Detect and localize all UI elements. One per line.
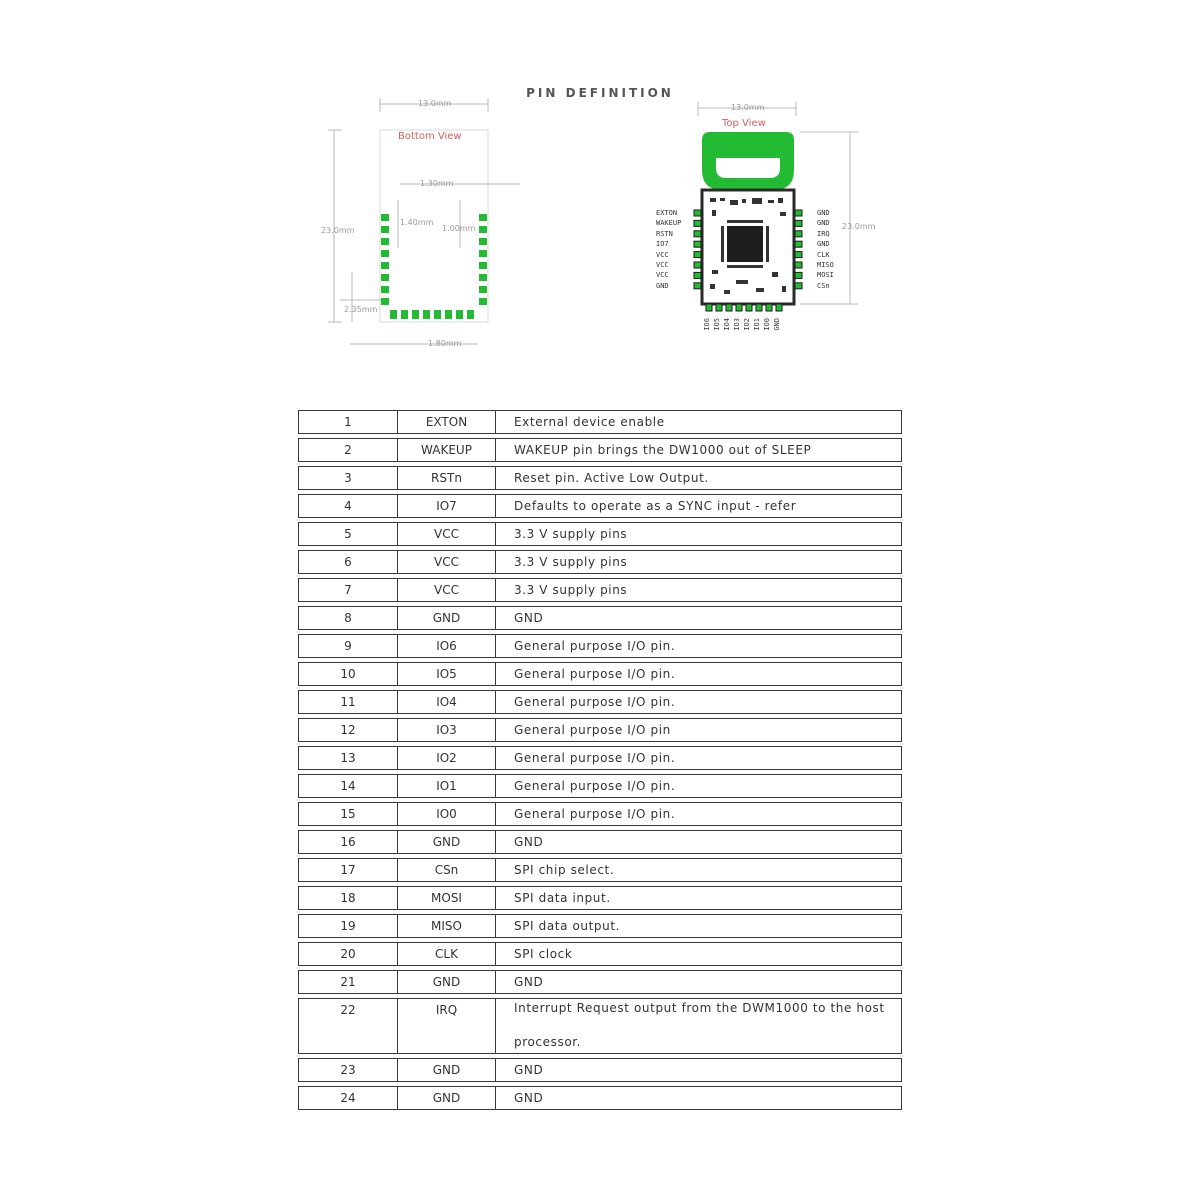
pin-number: 3 <box>299 467 398 489</box>
left-pin-label: RSTN <box>656 229 673 238</box>
pin-number: 4 <box>299 495 398 517</box>
pin-number: 17 <box>299 859 398 881</box>
table-row <box>298 690 902 714</box>
pin-description: External device enable <box>514 415 665 429</box>
top-view-bottom-pin-labels <box>703 318 793 342</box>
pad-pitch-dimension: 1.30mm <box>420 179 454 188</box>
pin-description: General purpose I/O pin. <box>514 667 676 681</box>
pin-number: 16 <box>299 831 398 853</box>
pin-name: GND <box>398 831 496 853</box>
table-row <box>298 998 902 1054</box>
pin-number: 20 <box>299 943 398 965</box>
table-row <box>298 662 902 686</box>
pin-name: IO3 <box>398 719 496 741</box>
table-row <box>298 830 902 854</box>
page-title: PIN DEFINITION <box>526 86 674 100</box>
pin-name: IO2 <box>398 747 496 769</box>
pin-number: 7 <box>299 579 398 601</box>
pin-name: IO5 <box>398 663 496 685</box>
pin-description: General purpose I/O pin. <box>514 695 676 709</box>
left-pin-label: GND <box>656 281 669 290</box>
pin-name: CLK <box>398 943 496 965</box>
right-pin-label: GND <box>817 240 830 249</box>
bottom-view-bottom-pads <box>390 310 474 319</box>
table-row <box>298 1058 902 1082</box>
table-row <box>298 606 902 630</box>
top-width-dimension: 13.0mm <box>731 103 765 112</box>
bottom-offset-dimension: 2.35mm <box>344 305 378 314</box>
pin-name: IO7 <box>398 495 496 517</box>
pin-description: SPI data input. <box>514 891 611 905</box>
pin-name: VCC <box>398 579 496 601</box>
pin-name: GND <box>398 1059 496 1081</box>
top-height-dimension: 23.0mm <box>842 222 876 231</box>
left-pin-label: IO7 <box>656 240 669 249</box>
pin-name: CSn <box>398 859 496 881</box>
right-pin-label: IRQ <box>817 229 830 238</box>
table-row <box>298 1086 902 1110</box>
bottom-pin-label: IO1 <box>753 318 761 331</box>
bottom-pitch-dimension: 1.80mm <box>428 339 462 348</box>
top-view-left-pads <box>694 210 701 289</box>
pin-number: 10 <box>299 663 398 685</box>
table-row <box>298 802 902 826</box>
pin-number: 18 <box>299 887 398 909</box>
pin-number: 8 <box>299 607 398 629</box>
table-row <box>298 886 902 910</box>
pin-name: GND <box>398 607 496 629</box>
pin-number: 2 <box>299 439 398 461</box>
pin-name: IO4 <box>398 691 496 713</box>
pin-number: 24 <box>299 1087 398 1109</box>
right-pin-label: MISO <box>817 260 834 269</box>
table-row <box>298 942 902 966</box>
pin-number: 13 <box>299 747 398 769</box>
left-pin-label: WAKEUP <box>656 219 682 228</box>
pin-description: SPI data output. <box>514 919 621 933</box>
bottom-pin-label: IO2 <box>743 318 751 331</box>
pin-description-line: processor. <box>514 1035 582 1049</box>
table-row <box>298 438 902 462</box>
pin-description: 3.3 V supply pins <box>514 555 628 569</box>
pin-name: IRQ <box>398 999 496 1053</box>
bottom-pin-label: IO5 <box>713 318 721 331</box>
pin-name: IO0 <box>398 803 496 825</box>
antenna-slot <box>716 158 780 178</box>
pin-description: GND <box>514 835 544 849</box>
pin-description: 3.3 V supply pins <box>514 527 628 541</box>
pad-b-dimension: 1.00mm <box>442 224 476 233</box>
table-row <box>298 578 902 602</box>
table-row <box>298 522 902 546</box>
bottom-pin-label: IO0 <box>763 318 771 331</box>
table-row <box>298 970 902 994</box>
table-row <box>298 718 902 742</box>
pin-number: 9 <box>299 635 398 657</box>
pin-description: GND <box>514 611 544 625</box>
left-pin-label: EXTON <box>656 209 678 217</box>
left-pin-label: VCC <box>656 271 669 280</box>
pin-description: Reset pin. Active Low Output. <box>514 471 709 485</box>
pin-description: 3.3 V supply pins <box>514 583 628 597</box>
table-row <box>298 410 902 434</box>
pin-description <box>496 999 901 1053</box>
pin-number: 19 <box>299 915 398 937</box>
pin-name: EXTON <box>398 411 496 433</box>
top-view-right-pin-labels <box>817 208 834 291</box>
pin-description: GND <box>514 1091 544 1105</box>
pin-description: SPI chip select. <box>514 863 615 877</box>
table-row <box>298 858 902 882</box>
pin-name: GND <box>398 1087 496 1109</box>
module-diagrams <box>0 0 1200 400</box>
pin-description-line: Interrupt Request output from the DWM1000 to the host <box>514 1001 885 1015</box>
pin-description: GND <box>514 975 544 989</box>
pin-description: General purpose I/O pin. <box>514 639 676 653</box>
right-pin-label: GND <box>817 209 830 217</box>
right-pin-label: GND <box>817 219 830 228</box>
table-row <box>298 634 902 658</box>
pin-number: 14 <box>299 775 398 797</box>
table-row <box>298 774 902 798</box>
top-view-left-pin-labels <box>656 208 681 291</box>
pin-name: VCC <box>398 523 496 545</box>
right-pin-label: CLK <box>817 250 830 259</box>
pin-number: 1 <box>299 411 398 433</box>
bottom-width-dimension: 13.0mm <box>418 99 452 108</box>
pin-description: Defaults to operate as a SYNC input - refer <box>514 499 797 513</box>
table-row <box>298 746 902 770</box>
pin-name: MOSI <box>398 887 496 909</box>
pin-description: General purpose I/O pin. <box>514 779 676 793</box>
pin-description: General purpose I/O pin. <box>514 807 676 821</box>
bottom-pin-label: IO6 <box>703 318 711 331</box>
bottom-pin-label: GND <box>773 318 781 331</box>
table-row <box>298 550 902 574</box>
pin-description: WAKEUP pin brings the DW1000 out of SLEEP <box>514 443 812 457</box>
left-pin-label: VCC <box>656 260 669 269</box>
pin-number: 22 <box>299 999 398 1053</box>
pin-number: 21 <box>299 971 398 993</box>
pin-number: 5 <box>299 523 398 545</box>
bottom-view-label: Bottom View <box>398 131 462 142</box>
pin-number: 15 <box>299 803 398 825</box>
pin-name: IO6 <box>398 635 496 657</box>
pin-name: GND <box>398 971 496 993</box>
pin-number: 6 <box>299 551 398 573</box>
bottom-pin-label: IO4 <box>723 318 731 331</box>
pin-name: IO1 <box>398 775 496 797</box>
pin-name: MISO <box>398 915 496 937</box>
bottom-pin-label: IO3 <box>733 318 741 331</box>
bottom-view-left-pads <box>381 214 389 305</box>
pin-description: GND <box>514 1063 544 1077</box>
right-pin-label: CSn <box>817 281 830 290</box>
pin-name: VCC <box>398 551 496 573</box>
pin-number: 23 <box>299 1059 398 1081</box>
pin-name: WAKEUP <box>398 439 496 461</box>
top-view-label: Top View <box>722 118 766 129</box>
pad-a-dimension: 1.40mm <box>400 218 434 227</box>
bottom-view-right-pads <box>479 214 487 305</box>
pin-description: SPI clock <box>514 947 573 961</box>
top-view-right-pads <box>795 210 802 289</box>
right-pin-label: MOSI <box>817 271 834 280</box>
pin-description: General purpose I/O pin <box>514 723 671 737</box>
table-row <box>298 914 902 938</box>
pin-name: RSTn <box>398 467 496 489</box>
pin-number: 11 <box>299 691 398 713</box>
table-row <box>298 466 902 490</box>
left-pin-label: VCC <box>656 250 669 259</box>
pin-description: General purpose I/O pin. <box>514 751 676 765</box>
pin-number: 12 <box>299 719 398 741</box>
dw1000-chip <box>727 226 763 262</box>
table-row <box>298 494 902 518</box>
bottom-height-dimension: 23.0mm <box>321 226 355 235</box>
